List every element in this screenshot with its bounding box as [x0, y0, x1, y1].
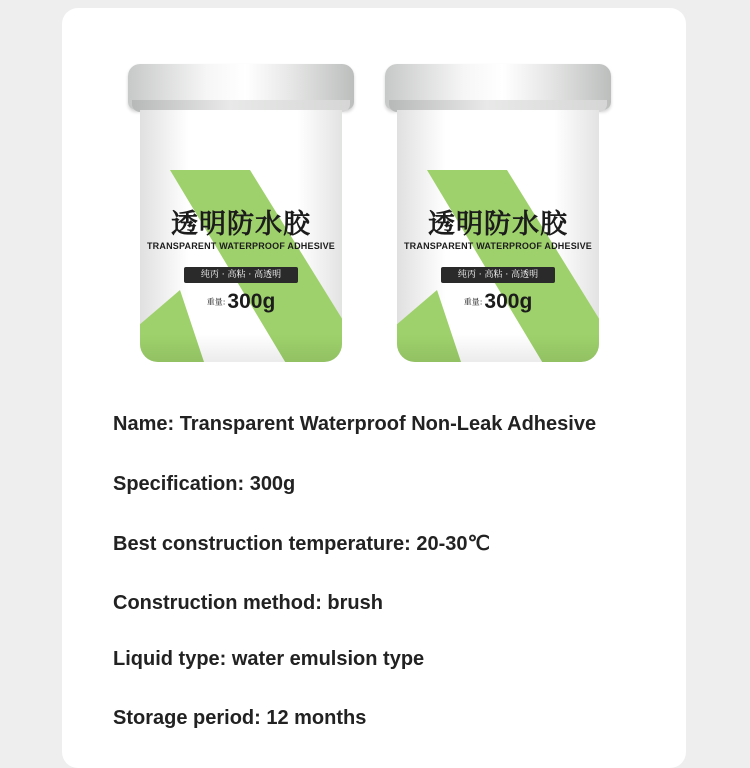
- jar-body: [140, 110, 342, 362]
- jar-weight-value: 300g: [227, 290, 276, 313]
- jar-tagline-badge: 纯丙 · 高粘 · 高透明: [184, 267, 298, 283]
- jar-body: [397, 110, 599, 362]
- jar-weight-value: 300g: [484, 290, 533, 313]
- adhesive-jar-left: [128, 64, 354, 366]
- jar-weight: [397, 290, 599, 314]
- spec-name: Name: Transparent Waterproof Non-Leak Adhesive: [113, 413, 597, 435]
- jar-chinese-title: 透明防水胶: [171, 209, 311, 240]
- jar-weight-label: 重量:: [463, 297, 483, 307]
- adhesive-jar-right: [385, 64, 611, 366]
- jar-chinese-title: 透明防水胶: [428, 209, 568, 240]
- jar-english-title: TRANSPARENT WATERPROOF ADHESIVE: [146, 241, 336, 251]
- spec-best-temperature: Best construction temperature: 20-30℃: [113, 533, 491, 555]
- jar-tagline-badge: 纯丙 · 高粘 · 高透明: [441, 267, 555, 283]
- jar-body-shadow: [397, 334, 599, 362]
- spec-storage-period: Storage period: 12 months: [113, 707, 367, 729]
- spec-liquid-type: Liquid type: water emulsion type: [113, 648, 425, 670]
- spec-specification: Specification: 300g: [113, 473, 296, 495]
- jar-english-title: TRANSPARENT WATERPROOF ADHESIVE: [403, 241, 593, 251]
- spec-construction-method: Construction method: brush: [113, 592, 383, 614]
- jar-weight-label: 重量:: [206, 297, 226, 307]
- product-image-area: [62, 8, 686, 378]
- jar-body-shadow: [140, 334, 342, 362]
- jar-weight: [140, 290, 342, 314]
